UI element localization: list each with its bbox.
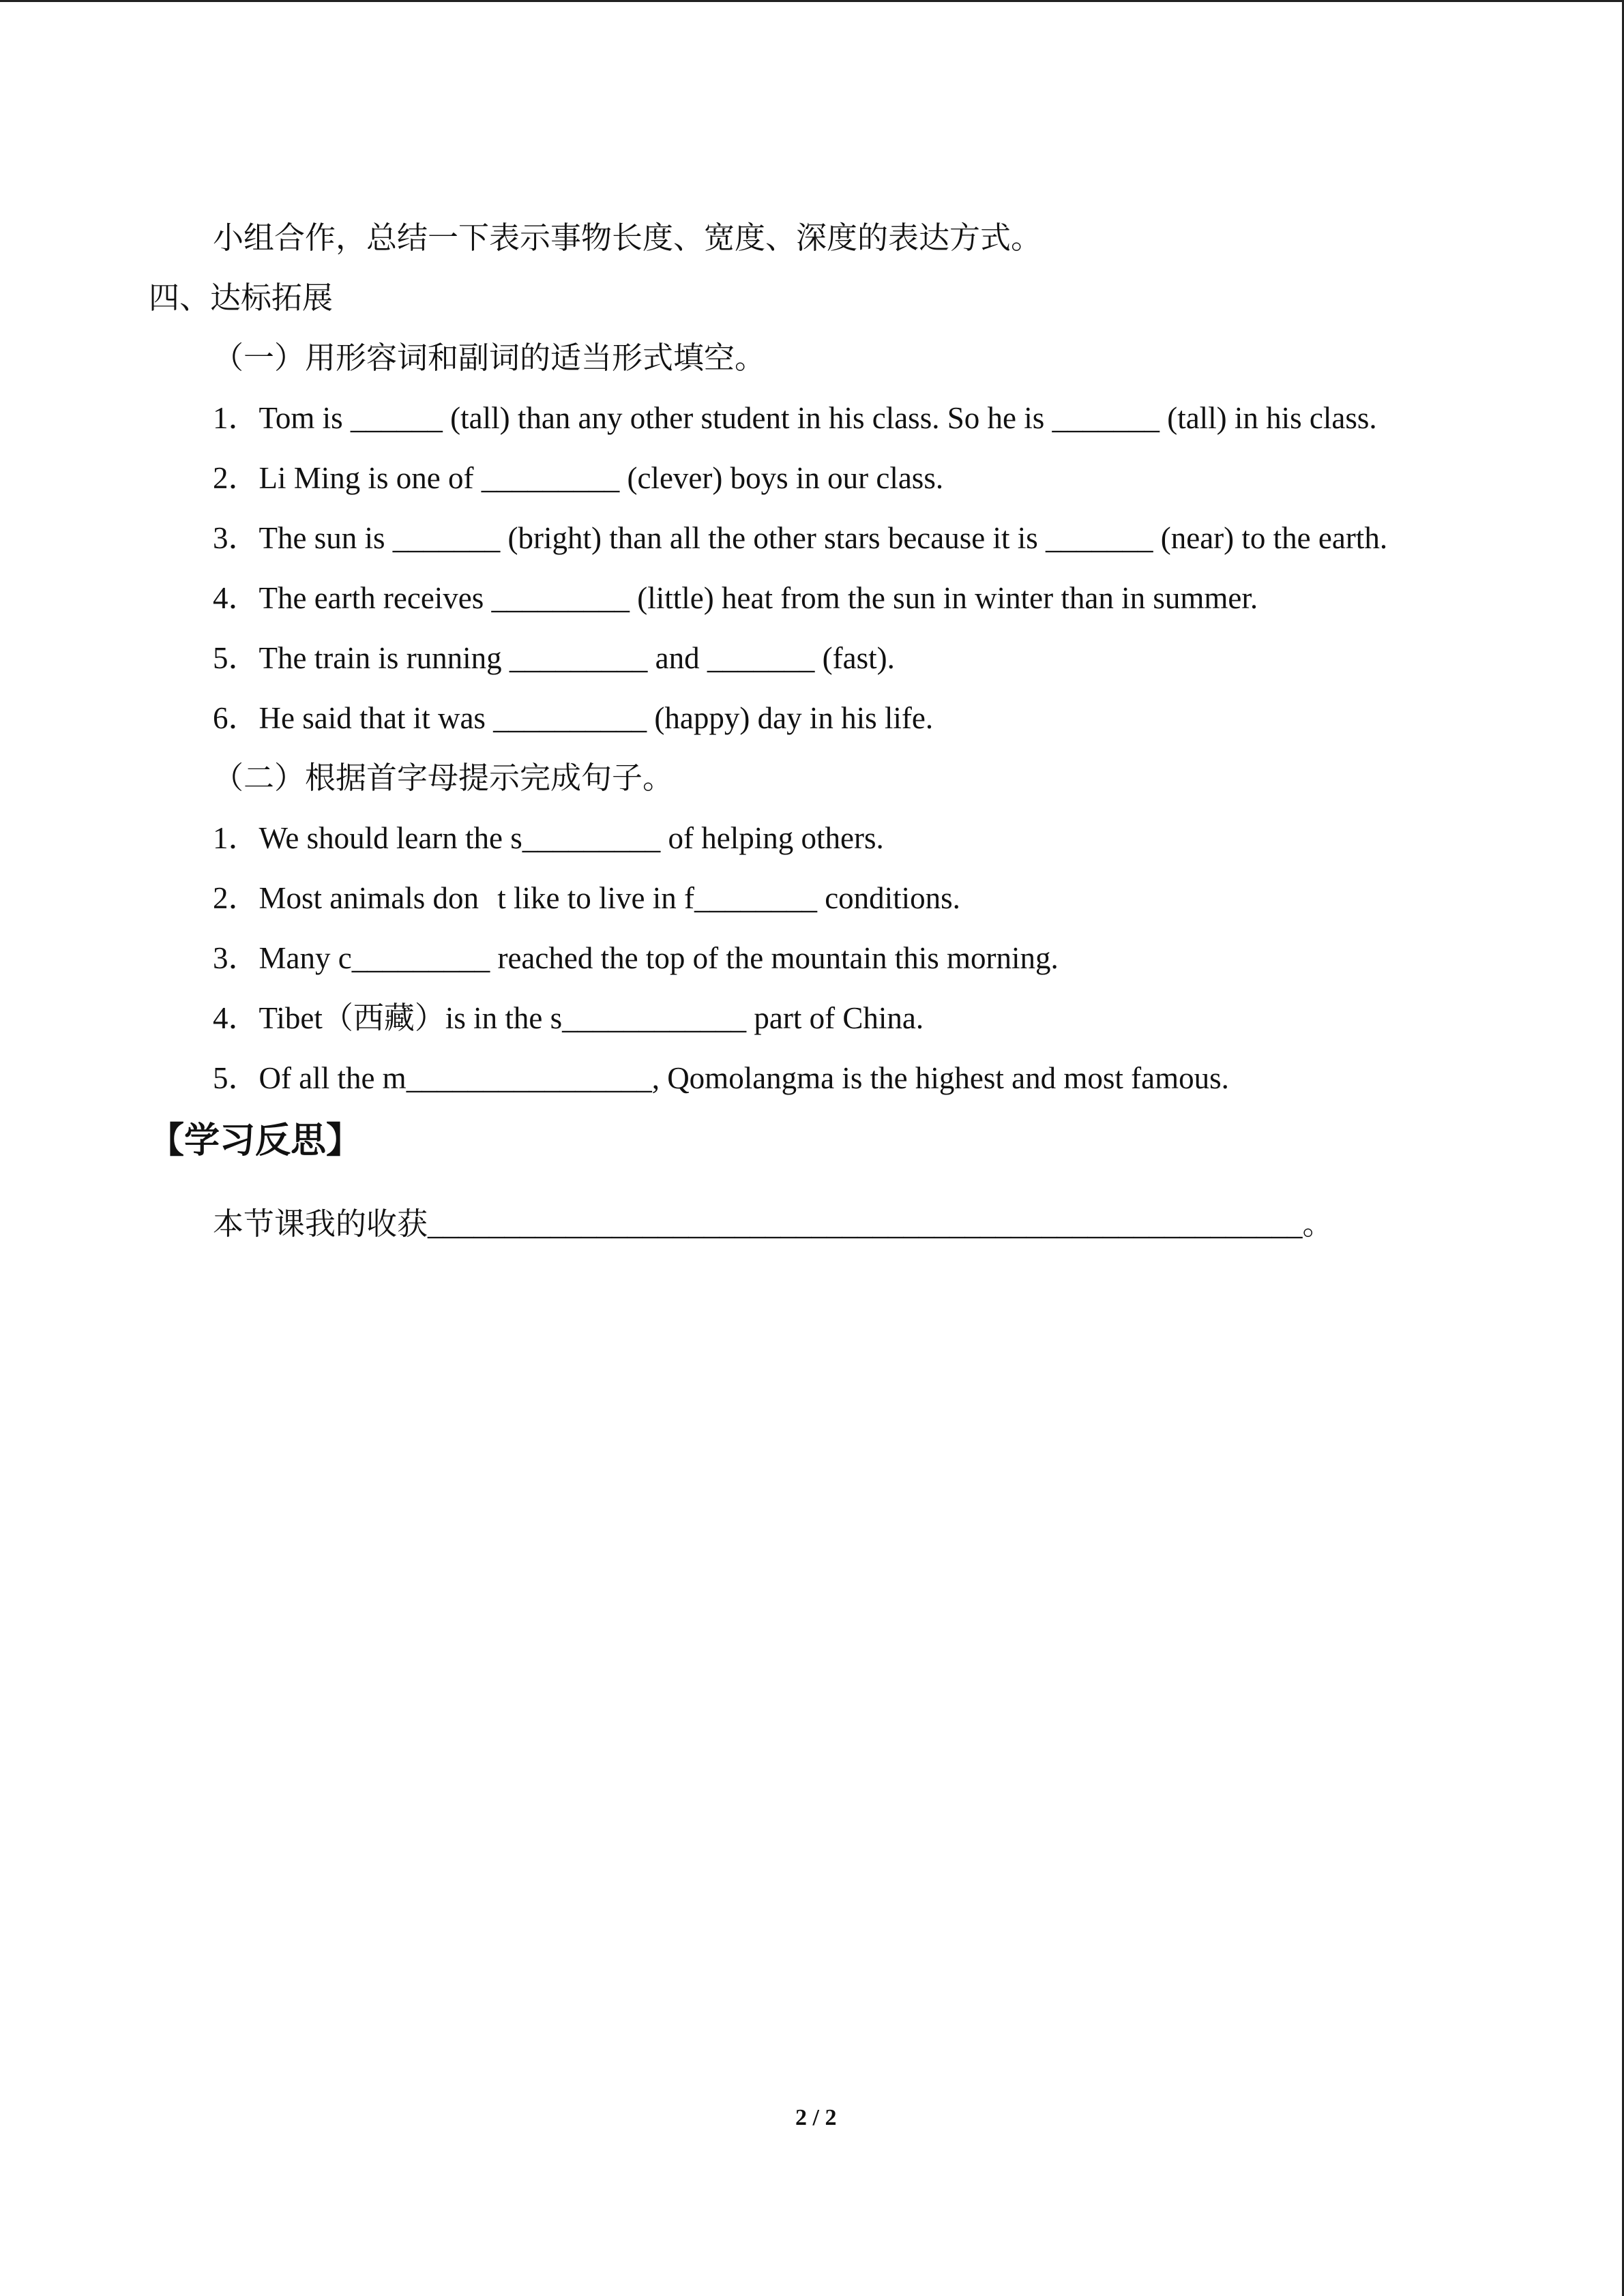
- part-one-item-1: 1．Tom is ______ (tall) than any other student in his class. So he is _______ (tall) in his class.: [213, 401, 1377, 435]
- part-two-title: （二）根据首字母提示完成句子。: [213, 761, 674, 795]
- section-four-title: 四、达标拓展: [149, 281, 334, 315]
- part-one-title: （一）用形容词和副词的适当形式填空。: [213, 341, 766, 375]
- page-number: 2 / 2: [795, 2105, 837, 2130]
- intro-text: 小组合作，总结一下表示事物长度、宽度、深度的表达方式。: [213, 221, 1042, 255]
- reflection-text: 本节课我的收获_________________________________________________________。: [213, 1207, 1333, 1241]
- part-two-item-2: 2．Most animals dont like to live in f________ conditions.: [213, 881, 960, 915]
- part-one-item-5: 5．The train is running _________ and _______ (fast).: [213, 641, 895, 675]
- part-one-item-3: 3．The sun is _______ (bright) than all the other stars because it is _______ (near) to the earth.: [213, 521, 1388, 555]
- part-one-item-4: 4．The earth receives _________ (little) heat from the sun in winter than in summer.: [213, 581, 1258, 615]
- part-two-item-4: 4．Tibet（西藏）is in the s____________ part of China.: [213, 1001, 924, 1035]
- part-one-item-2: 2．Li Ming is one of _________ (clever) boys in our class.: [213, 461, 944, 495]
- part-two-item-3: 3．Many c_________ reached the top of the mountain this morning.: [213, 941, 1059, 975]
- part-one-item-6: 6．He said that it was __________ (happy) day in his life.: [213, 701, 934, 735]
- part-two-item-5: 5．Of all the m________________, Qomolangma is the highest and most famous.: [213, 1061, 1229, 1095]
- part-two-item-1: 1．We should learn the s_________ of helping others.: [213, 821, 884, 855]
- reflection-heading: 【学习反思】: [149, 1120, 362, 1161]
